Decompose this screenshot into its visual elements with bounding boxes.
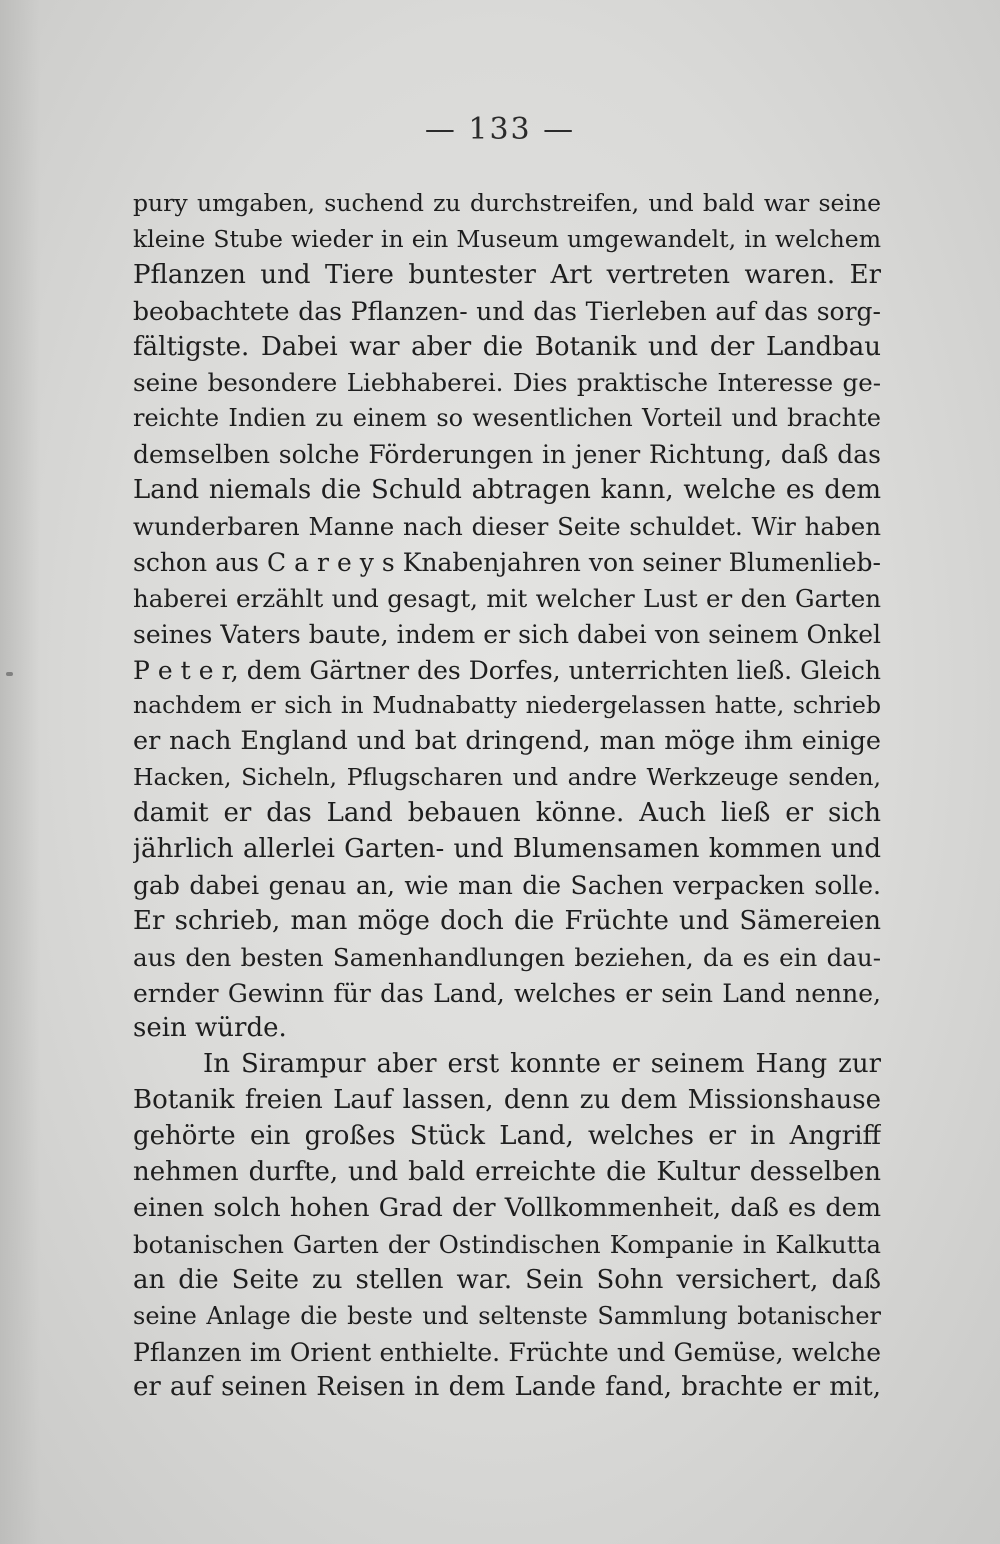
text-line: gab dabei genau an, wie man die Sachen verpacken solle. bbox=[133, 870, 881, 900]
text-line: schon aus C a r e y s Knabenjahren von seiner Blumenlieb- bbox=[133, 547, 881, 577]
text-line: reichte Indien zu einem so wesentlichen Vorteil und brachte bbox=[133, 404, 881, 433]
text-line: aus den besten Samenhandlungen beziehen, da es ein dau- bbox=[133, 942, 881, 972]
text-line: wunderbaren Manne nach dieser Seite schuldet. Wir haben bbox=[133, 512, 881, 542]
text-line: jährlich allerlei Garten- und Blumensamen kommen und bbox=[133, 834, 881, 865]
text-line: demselben solche Förderungen in jener Richtung, daß das bbox=[133, 440, 881, 470]
text-line: botanischen Garten der Ostindischen Kompanie in Kalkutta bbox=[133, 1229, 881, 1259]
text-line: seine besondere Liebhaberei. Dies praktische Interesse ge- bbox=[133, 368, 881, 398]
text-line: Hacken, Sicheln, Pflugscharen und andre Werkzeuge senden, bbox=[133, 763, 881, 792]
text-line: damit er das Land bebauen könne. Auch ließ er sich bbox=[133, 798, 881, 829]
text-line: Botanik freien Lauf lassen, denn zu dem Missionshause bbox=[133, 1085, 881, 1116]
page-number: — 133 — bbox=[424, 112, 576, 147]
margin-speck bbox=[6, 672, 13, 676]
text-line: Pflanzen im Orient enthielte. Früchte und Gemüse, welche bbox=[133, 1337, 881, 1367]
text-line: beobachtete das Pflanzen- und das Tierleben auf das sorg- bbox=[133, 296, 881, 326]
body-text bbox=[133, 186, 881, 1406]
text-line: ernder Gewinn für das Land, welches er sein Land nenne, bbox=[133, 978, 881, 1008]
text-line: seine Anlage die beste und seltenste Sammlung botanischer bbox=[133, 1301, 881, 1330]
text-line: gehörte ein großes Stück Land, welches er in Angriff bbox=[133, 1121, 881, 1152]
text-line: seines Vaters baute, indem er sich dabei von seinem Onkel bbox=[133, 619, 881, 649]
text-line: an die Seite zu stellen war. Sein Sohn versichert, daß bbox=[133, 1264, 881, 1295]
text-line: haberei erzählt und gesagt, mit welcher Lust er den Garten bbox=[133, 583, 881, 613]
text-line: kleine Stube wieder in ein Museum umgewandelt, in welchem bbox=[133, 224, 881, 253]
text-line: Er schrieb, man möge doch die Früchte und Sämereien bbox=[133, 905, 881, 936]
text-line: er nach England und bat dringend, man möge ihm einige bbox=[133, 726, 881, 757]
text-line: Land niemals die Schuld abtragen kann, welche es dem bbox=[133, 475, 881, 506]
page-edge-shadow bbox=[0, 0, 40, 1544]
text-line: einen solch hohen Grad der Vollkommenheit, daß es dem bbox=[133, 1192, 881, 1223]
text-line: er auf seinen Reisen in dem Lande fand, brachte er mit, bbox=[133, 1372, 881, 1403]
text-line: nehmen durfte, und bald erreichte die Kultur desselben bbox=[133, 1157, 881, 1188]
paragraph-end-line: sein würde. bbox=[133, 1013, 287, 1044]
text-line: Pflanzen und Tiere buntester Art vertreten waren. Er bbox=[133, 259, 881, 290]
text-line: fältigste. Dabei war aber die Botanik und der Landbau bbox=[133, 331, 881, 362]
text-line: P e t e r, dem Gärtner des Dorfes, unterrichten ließ. Gleich bbox=[133, 655, 881, 685]
text-line: nachdem er sich in Mudnabatty niedergelassen hatte, schrieb bbox=[133, 691, 881, 720]
text-line: pury umgaben, suchend zu durchstreifen, und bald war seine bbox=[133, 189, 881, 217]
paragraph-start-line: In Sirampur aber erst konnte er seinem Hang zur bbox=[203, 1049, 881, 1080]
